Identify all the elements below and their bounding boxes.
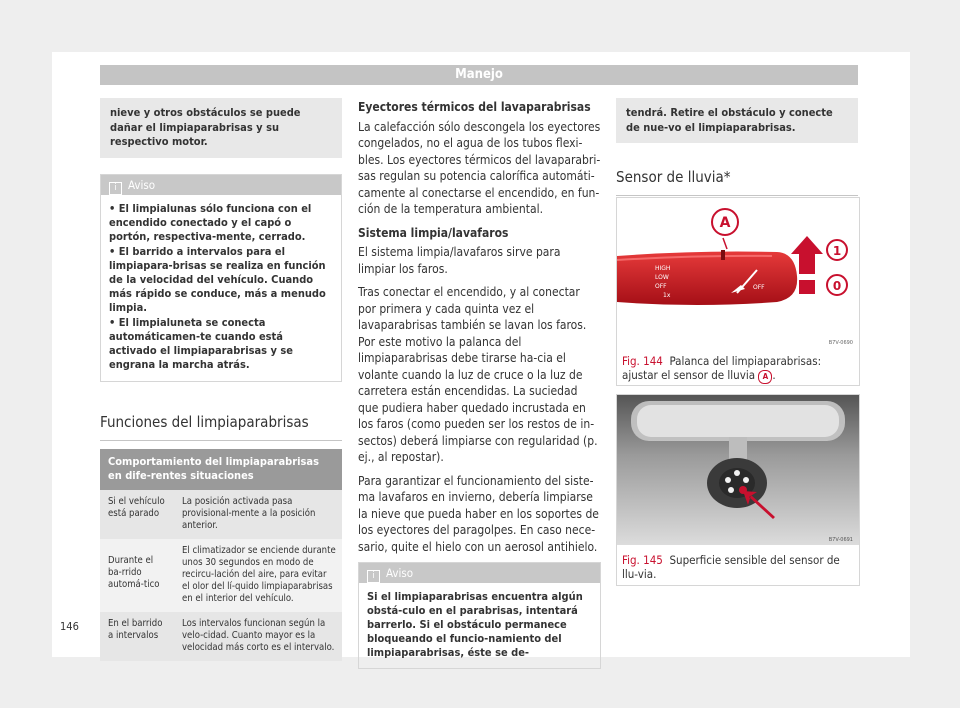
figure-code: B7V-0691 <box>828 537 853 543</box>
figure-code: B7V-0690 <box>828 340 853 346</box>
column-right <box>616 98 858 196</box>
lever-label: OFF <box>753 284 765 291</box>
page-number: 146 <box>60 620 79 633</box>
section-title: Funciones del limpiaparabrisas <box>100 412 309 431</box>
sistema-p3: Para garantizar el funcionamiento del siste-ma lavafaros en invierno, debería limpiarse la nieve que pueda haber en los soportes de los eyectores del paragolpes. En caso nece-sario, quite el hielo con un aerosol antihielo. <box>358 473 599 554</box>
table-row: En el barrido a intervalos Los intervalos funcionan según la velo-cidad. Cuanto mayor es la velocidad más corto es el intervalo. <box>100 612 342 661</box>
callout-a: A <box>719 215 731 231</box>
table-header: Comportamiento del limpiaparabrisas en dife-rentes situaciones <box>100 449 342 490</box>
aviso-title: Aviso <box>128 177 156 192</box>
aviso-item: • El limpialuneta se conecta automáticamen-te cuando está activado el limpiaparabrisas y se engrana la marcha atrás. <box>109 315 293 371</box>
divider <box>616 195 858 196</box>
sistema-p2: Tras conectar el encendido, y al conectar por primera y cada quinta vez el lavaparabrisas también se lavan los faros. Por este motivo la palanca del limpiaparabrisas debe tirarse ha-cia el volante cuando la luz de cruce o la luz de carretera están encendidas. La suciedad que pudiera haber quedado incrustada en los faros (como pueden ser los restos de in-sectos) deberá limpiarse con regularidad (p. ej., al repostar). <box>358 285 598 464</box>
position-marker <box>799 280 815 294</box>
rain-sensor-illustration <box>617 395 859 545</box>
sistema-title: Sistema limpia/lavafaros <box>358 225 509 240</box>
warning-continuation-2: tendrá. Retire el obstáculo y conecte de nue-vo el limpiaparabrisas. <box>616 98 858 143</box>
section-title-2: Sensor de lluvia* <box>616 168 731 186</box>
lever-label: LOW <box>655 274 669 281</box>
aviso-box-2 <box>358 562 601 669</box>
lever-label: 1x <box>663 292 671 299</box>
functions-table <box>100 449 342 661</box>
running-header: Manejo <box>100 65 858 85</box>
info-icon: i <box>367 570 380 583</box>
column-left <box>100 98 342 661</box>
aviso-title: Aviso <box>386 566 414 580</box>
badge-a: A <box>758 370 772 384</box>
aviso-text: Si el limpiaparabrisas encuentra algún obstá-culo en el parabrisas, intentará barrerlo. Si el obstáculo permanece bloqueando el funcio-namiento del limpiaparabrisas, éste se de- <box>367 590 583 659</box>
eyectores-text: La calefacción sólo descongela los eyectores congelados, no el agua de los tubos flexi-bles. Los eyectores térmicos del lavaparabri-sas regulan su potencia calorífica automáti-camente al conectarse el encendido, en fun-ción de la temperatura ambiental. <box>358 119 601 216</box>
column-middle <box>358 99 601 669</box>
lever-label: OFF <box>655 283 667 290</box>
info-icon: i <box>109 182 122 195</box>
aviso-box <box>100 174 342 382</box>
divider <box>100 440 342 441</box>
lever-label: HIGH <box>655 265 671 272</box>
table-row: Si el vehículo está parado La posición activada pasa provisional-mente a la posición anterior. <box>100 490 342 539</box>
table-row: Durante el ba-rrido automá-tico El climatizador se enciende durante unos 30 segundos en modo de recircu-lación del aire, para evitar el olor del lí-quido limpiaparabrisas en el interior del vehículo. <box>100 539 342 612</box>
aviso-item: • El limpialunas sólo funciona con el encendido conectado y el capó o portón, respectiva-mente, cerrado. <box>109 201 312 243</box>
aviso-item: • El barrido a intervalos para el limpiapara-brisas se realiza en función de la velocidad del vehículo. Cuando más rápido se conduce, más a menudo limpia. <box>109 244 326 314</box>
figure-144-caption: Fig. 144 Palanca del limpiaparabrisas: ajustar el sensor de lluvia A . <box>622 354 822 382</box>
wiper-lever-illustration <box>617 198 859 348</box>
callout-0: 0 <box>832 279 842 293</box>
callout-1: 1 <box>832 244 842 258</box>
sistema-p1: El sistema limpia/lavafaros sirve para limpiar los faros. <box>358 245 561 276</box>
warning-continuation: nieve y otros obstáculos se puede dañar el limpiaparabrisas y su respectivo motor. <box>100 98 342 158</box>
sensor-dial <box>721 250 725 260</box>
figure-145-caption: Fig. 145 Superficie sensible del sensor de llu-via. <box>622 553 840 581</box>
eyectores-title: Eyectores térmicos del lavaparabrisas <box>358 100 591 114</box>
